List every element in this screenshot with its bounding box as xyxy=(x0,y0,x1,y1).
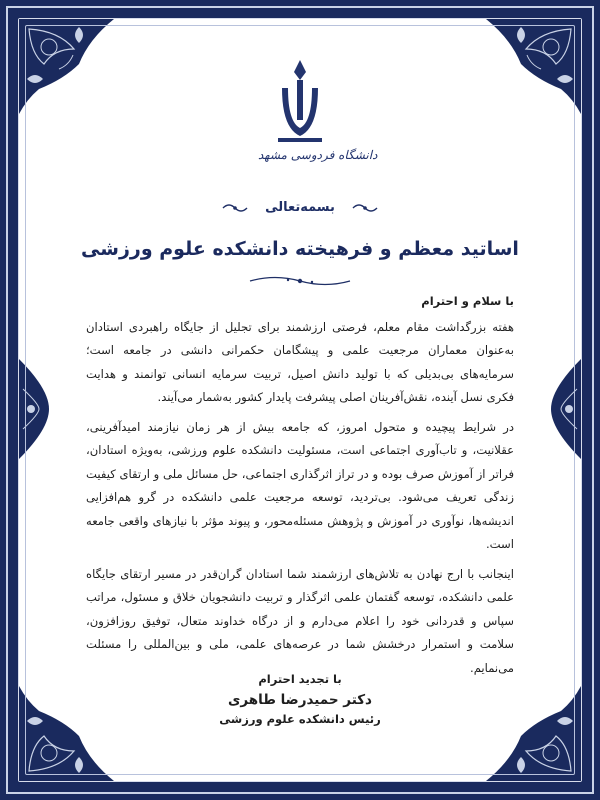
closing: با تجدید احترام xyxy=(258,672,342,686)
paragraph-1: هفته بزرگداشت مقام معلم، فرصتی ارزشمند برای تجلیل از جایگاه راهبردی استادان به‌عنوان معماران مرجعیت علمی و پیشگامان حکمرانی دانشی در جامعه است؛ سرمایه‌های بی‌بدیلی که با تولید دانش اصیل، تربیت سرمایه انسانی توانمند و هدایت فکری نسل آینده، نقش‌آفرینان اصلی پیشرفت پایدار کشور به‌شمار می‌آیند. xyxy=(86,319,514,404)
letter-body xyxy=(86,290,514,686)
ferdowsi-university-emblem-icon xyxy=(270,58,330,146)
side-medallion-icon xyxy=(19,359,59,459)
paragraph-3: اینجانب با ارج نهادن به تلاش‌های ارزشمند شما استادان گران‌قدر در مسیر ارتقای جایگاه علمی دانشکده، توسعه گفتمان علمی اثرگذار و تربیت دانشجویان خلاق و مسئول، مراتب سپاس و قدردانی خود را اعلام می‌دارم و از درگاه خداوند متعال، توفیق روزافزون، سلامت و استمرار درخشش شما در عرصه‌های علمی، ملی و بین‌المللی را مسئلت می‌نمایم. xyxy=(86,566,514,675)
greeting: با سلام و احترام xyxy=(421,294,514,308)
university-logo xyxy=(258,58,378,178)
corner-ornament-icon xyxy=(19,19,129,129)
corner-ornament-icon xyxy=(19,671,129,781)
corner-ornament-icon xyxy=(471,19,581,129)
basmala-line xyxy=(0,200,600,215)
title-flourish-icon xyxy=(240,272,360,290)
side-medallion-icon xyxy=(541,359,581,459)
flourish-icon xyxy=(221,202,249,214)
page-title: اساتید معظم و فرهیخته دانشکده علوم ورزشی xyxy=(81,238,519,260)
flourish-icon xyxy=(351,202,379,214)
paragraph-2: در شرایط پیچیده و متحول امروز، که جامعه بیش از هر زمان نیازمند امیدآفرینی، عقلانیت، و تاب‌آوری اجتماعی است، مسئولیت دانشکده علوم ورزشی، به‌ویژه استادان، فراتر از آموزش صرف بوده و در تراز اثرگذاری اجتماعی، حل مسائل ملی و ارتقای کیفیت زندگی تعریف می‌شود. بی‌تردید، توسعه مرجعیت علمی دانشکده در گرو هم‌افزایی اندیشه‌ها، نوآوری در آموزش و پژوهش مسئله‌محور، و پیوند مؤثر با نیازهای واقعی جامعه است. xyxy=(86,419,514,551)
signer-role: رئیس دانشکده علوم ورزشی xyxy=(219,712,381,726)
university-name: دانشگاه فردوسی مشهد xyxy=(258,148,378,162)
signature-block xyxy=(150,672,450,726)
basmala: بسمه‌تعالی xyxy=(265,200,335,215)
signer-name: دکتر حمیدرضا طاهری xyxy=(228,692,372,708)
corner-ornament-icon xyxy=(471,671,581,781)
